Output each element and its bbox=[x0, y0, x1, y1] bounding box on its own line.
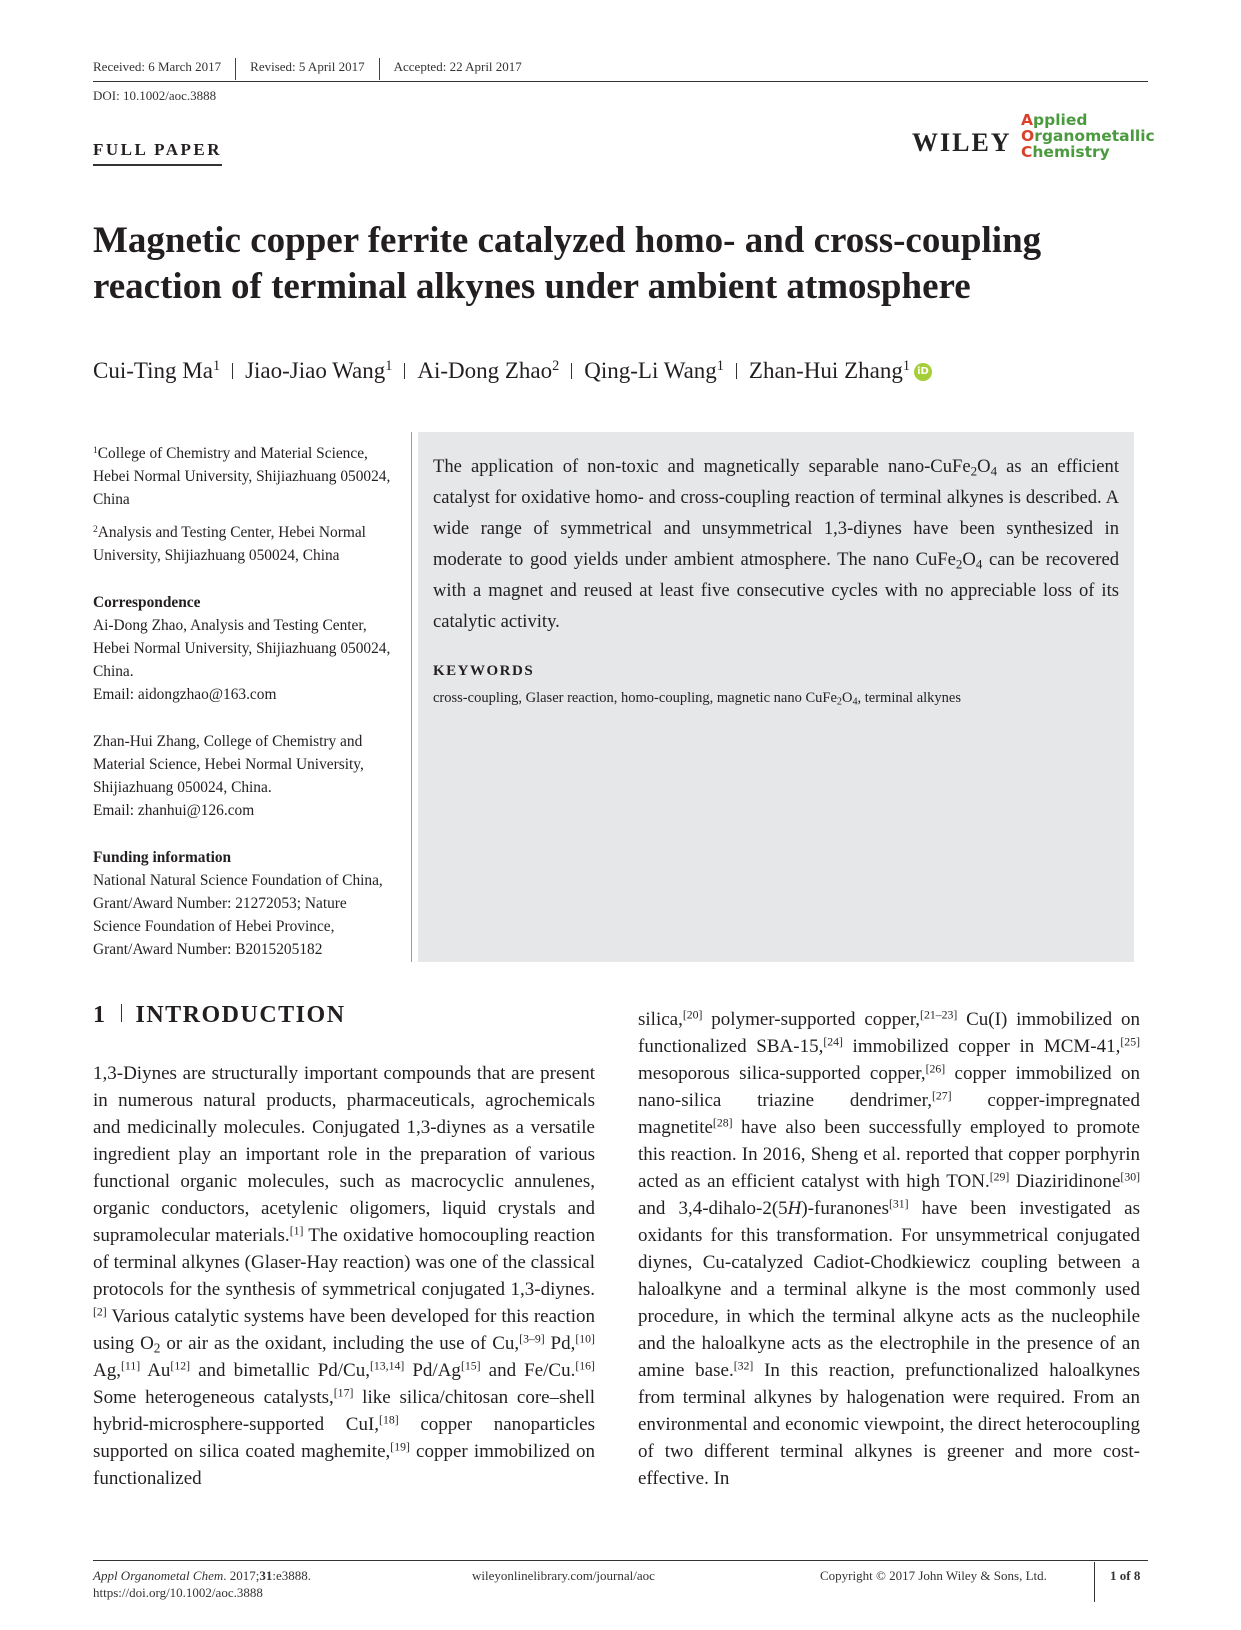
text: polymer-supported copper, bbox=[702, 1009, 921, 1030]
journal-line1: pplied bbox=[1033, 111, 1088, 129]
text: 1,3-Diynes are structurally important compounds that are present in numerous natural products, pharmaceuticals, agrochemicals and medicinally molecules. Conjugated 1,3-diynes as a versatile ingredient play an important role in the preparation of various functional organic molecules, such as macrocyclic annulenes, organic conductors, acetylenic oligomers, liquid crystals and supramolecular materials. bbox=[93, 1063, 595, 1246]
subscript: 2 bbox=[955, 556, 963, 572]
affiliation-1 bbox=[93, 442, 393, 511]
author-separator bbox=[736, 363, 737, 379]
text: Cu(I) immobilized on functionalized SBA-15, bbox=[638, 1009, 1140, 1057]
text: Au bbox=[140, 1360, 171, 1381]
received-date: Received: 6 March 2017 bbox=[93, 59, 222, 74]
section-number: 1 bbox=[93, 1002, 107, 1028]
citation[interactable]: [24] bbox=[823, 1035, 843, 1049]
author-affiliation: 1 bbox=[902, 358, 910, 375]
subscript: 2 bbox=[153, 1340, 161, 1356]
keywords-part: O bbox=[841, 690, 853, 706]
journal-logo bbox=[1021, 112, 1155, 160]
citation[interactable]: [25] bbox=[1120, 1035, 1140, 1049]
citation[interactable]: [16] bbox=[575, 1359, 595, 1373]
affiliation-text: Analysis and Testing Center, Hebei Normal University, Shijiazhuang 050024, China bbox=[93, 524, 366, 564]
text: copper-impregnated magnetite bbox=[638, 1090, 1140, 1138]
journal-line3: hemistry bbox=[1032, 143, 1110, 161]
footer-article: :e3888. bbox=[272, 1568, 311, 1583]
footer-separator bbox=[1094, 1562, 1095, 1602]
revised-date: Revised: 5 April 2017 bbox=[235, 58, 378, 80]
footer-doi-link[interactable]: https://doi.org/10.1002/aoc.3888 bbox=[93, 1585, 263, 1600]
body-column-right bbox=[638, 1006, 1140, 1492]
footer-citation bbox=[93, 1567, 311, 1601]
subscript: 4 bbox=[990, 463, 998, 479]
text: Some heterogeneous catalysts, bbox=[93, 1387, 334, 1408]
keywords-part: , terminal alkynes bbox=[857, 690, 961, 706]
paragraph bbox=[638, 1006, 1140, 1492]
citation[interactable]: [29] bbox=[989, 1170, 1010, 1184]
citation[interactable]: [32] bbox=[733, 1359, 754, 1373]
journal-cap-o: O bbox=[1021, 127, 1035, 145]
text: Diaziridinone bbox=[1009, 1171, 1121, 1192]
author-affiliation: 1 bbox=[385, 358, 393, 375]
author-affiliation: 2 bbox=[552, 358, 560, 375]
citation[interactable]: [27] bbox=[931, 1089, 952, 1103]
orcid-icon[interactable]: iD bbox=[914, 363, 932, 381]
text: Ag, bbox=[93, 1360, 121, 1381]
subscript: 2 bbox=[836, 696, 842, 708]
section-heading bbox=[93, 1002, 346, 1029]
text: Various catalytic systems have been developed for this reaction using O bbox=[93, 1306, 595, 1354]
text: Pd/Ag bbox=[404, 1360, 461, 1381]
author: Ai-Dong Zhao bbox=[417, 358, 553, 383]
paragraph bbox=[93, 1060, 595, 1492]
citation[interactable]: [30] bbox=[1120, 1170, 1141, 1184]
abstract-part: O bbox=[962, 549, 976, 570]
correspondence-2: Zhan-Hui Zhang, College of Chemistry and Material Science, Hebei Normal University, Shijiazhuang 050024, China. bbox=[93, 733, 364, 796]
keywords-heading: KEYWORDS bbox=[433, 663, 535, 679]
affiliation-number: 2 bbox=[93, 523, 98, 535]
correspondence-1-email[interactable]: Email: aidongzhao@163.com bbox=[93, 686, 277, 703]
author-affiliation: 1 bbox=[716, 358, 724, 375]
column-divider bbox=[411, 432, 412, 962]
text: like silica/chitosan core–shell hybrid-microsphere-supported CuI, bbox=[93, 1387, 595, 1435]
page-number: 1 of 8 bbox=[1110, 1568, 1141, 1583]
text: In this reaction, prefunctionalized haloalkynes from terminal alkynes by halogenation were required. From an environmental and economic viewpoint, the direct heterocoupling of two different terminal alkynes is greener and more cost-effective. In bbox=[638, 1360, 1141, 1489]
abstract-part: as an efficient catalyst for oxidative homo- and cross-coupling reaction of terminal alkynes is described. A wide range of symmetrical and unsymmetrical 1,3-diynes have been synthesized in moderate to good yields under ambient atmosphere. The nano CuFe bbox=[433, 456, 1119, 570]
citation[interactable]: [11] bbox=[120, 1359, 141, 1373]
paper-title: Magnetic copper ferrite catalyzed homo- and cross-coupling reaction of terminal alkynes under ambient atmosphere bbox=[93, 220, 1042, 307]
correspondence-heading: Correspondence bbox=[93, 594, 201, 611]
text: Pd, bbox=[544, 1333, 576, 1354]
citation[interactable]: [17] bbox=[333, 1386, 354, 1400]
text: immobilized copper in MCM-41, bbox=[842, 1036, 1121, 1057]
text: have been investigated as oxidants for this transformation. For unsymmetrical conjugated diynes, Cu-catalyzed Cadiot-Chodkiewicz coupling between a haloalkyne and a terminal alkyne is the most commonly used procedure, in which the terminal alkyne acts as the nucleophile and the haloalkyne acts as the electrophile in the presence of an amine base. bbox=[638, 1198, 1140, 1381]
citation[interactable]: [13,14] bbox=[369, 1359, 405, 1373]
citation[interactable]: [19] bbox=[390, 1440, 410, 1454]
footer-year: . 2017; bbox=[223, 1568, 260, 1583]
text: and bimetallic Pd/Cu, bbox=[190, 1360, 370, 1381]
keywords-part: cross-coupling, Glaser reaction, homo-coupling, magnetic nano CuFe bbox=[433, 690, 837, 706]
author: Jiao-Jiao Wang bbox=[245, 358, 386, 383]
text-italic: H bbox=[787, 1198, 802, 1219]
subscript: 2 bbox=[970, 463, 978, 479]
citation[interactable]: [26] bbox=[925, 1062, 946, 1076]
citation[interactable]: [10] bbox=[575, 1332, 595, 1346]
journal-cap-a: A bbox=[1021, 111, 1033, 129]
citation[interactable]: [18] bbox=[379, 1413, 399, 1427]
footer-site-link[interactable]: wileyonlinelibrary.com/journal/aoc bbox=[472, 1568, 655, 1583]
text: copper immobilized on functionalized bbox=[93, 1441, 595, 1489]
footer-copyright: Copyright © 2017 John Wiley & Sons, Ltd. bbox=[820, 1568, 1047, 1583]
funding-text: National Natural Science Foundation of China, Grant/Award Number: 21272053; Nature Science Foundation of Hebei Province, Grant/Award Number: B2015205182 bbox=[93, 872, 383, 958]
author-separator bbox=[232, 363, 233, 379]
info-column bbox=[93, 442, 393, 961]
history-dates bbox=[93, 58, 536, 80]
body-column-left bbox=[93, 1060, 595, 1492]
subscript: 4 bbox=[975, 556, 983, 572]
correspondence-1: Ai-Dong Zhao, Analysis and Testing Center, Hebei Normal University, Shijiazhuang 050024, China. bbox=[93, 617, 391, 680]
funding-heading: Funding information bbox=[93, 849, 232, 866]
citation[interactable]: [3–9] bbox=[519, 1332, 545, 1346]
author-separator bbox=[404, 363, 405, 379]
affiliation-number: 1 bbox=[93, 444, 98, 456]
author-separator bbox=[571, 363, 572, 379]
text: or air as the oxidant, including the use of Cu, bbox=[160, 1333, 520, 1354]
text: copper immobilized on nano-silica triazine dendrimer, bbox=[638, 1063, 1141, 1111]
author: Qing-Li Wang bbox=[584, 358, 717, 383]
author-affiliation: 1 bbox=[212, 358, 221, 375]
citation[interactable]: [12] bbox=[170, 1359, 191, 1373]
footer-rule bbox=[93, 1560, 1148, 1561]
citation[interactable]: [28] bbox=[712, 1116, 733, 1130]
section-separator bbox=[121, 1004, 122, 1022]
subscript: 4 bbox=[852, 696, 858, 708]
footer-journal: Appl Organometal Chem bbox=[93, 1568, 224, 1583]
citation[interactable]: [1] bbox=[289, 1224, 304, 1238]
affiliation-2 bbox=[93, 521, 393, 567]
text: copper nanoparticles supported on silica coated maghemite, bbox=[93, 1414, 595, 1462]
text: and Fe/Cu. bbox=[480, 1360, 576, 1381]
affiliation-text: College of Chemistry and Material Science, Hebei Normal University, Shijiazhuang 050024, China bbox=[93, 445, 391, 508]
text: )-furanones bbox=[801, 1198, 889, 1219]
author: Cui-Ting Ma bbox=[93, 358, 213, 383]
citation[interactable]: [2] bbox=[93, 1305, 107, 1319]
citation[interactable]: [15] bbox=[460, 1359, 481, 1373]
accepted-date: Accepted: 22 April 2017 bbox=[379, 58, 536, 80]
author-list bbox=[93, 358, 1153, 384]
abstract-part: can be recovered with a magnet and reused at least five consecutive cycles with no appreciable loss of its catalytic activity. bbox=[433, 549, 1119, 632]
text: have also been successfully employed to promote this reaction. In 2016, Sheng et al. reported that copper porphyrin acted as an efficient catalyst with high TON. bbox=[638, 1117, 1140, 1192]
abstract-part: The application of non-toxic and magnetically separable nano-CuFe bbox=[433, 456, 971, 477]
keywords-list bbox=[433, 690, 1123, 707]
doi: DOI: 10.1002/aoc.3888 bbox=[93, 88, 217, 103]
text: silica, bbox=[638, 1009, 683, 1030]
text: The oxidative homocoupling reaction of terminal alkynes (Glaser-Hay reaction) was one of the classical protocols for the synthesis of symmetrical conjugated 1,3-diynes. bbox=[93, 1225, 595, 1300]
citation[interactable]: [20] bbox=[682, 1008, 703, 1022]
journal-line2: rganometallic bbox=[1034, 127, 1155, 145]
journal-cap-c: C bbox=[1021, 143, 1033, 161]
correspondence-2-email[interactable]: Email: zhanhui@126.com bbox=[93, 802, 255, 819]
text: mesoporous silica-supported copper, bbox=[638, 1063, 926, 1084]
abstract-part: O bbox=[977, 456, 991, 477]
footer-volume: 31 bbox=[259, 1568, 273, 1583]
abstract-text bbox=[433, 451, 1119, 637]
text: and 3,4-dihalo-2(5 bbox=[638, 1198, 788, 1219]
publisher-logo: WILEY bbox=[912, 128, 1012, 157]
section-title: INTRODUCTION bbox=[135, 1002, 346, 1028]
article-type: FULL PAPER bbox=[93, 140, 222, 166]
header-rule bbox=[93, 81, 1148, 82]
citation[interactable]: [31] bbox=[888, 1197, 909, 1211]
author: Zhan-Hui Zhang bbox=[748, 358, 903, 383]
citation[interactable]: [21–23] bbox=[920, 1008, 958, 1022]
